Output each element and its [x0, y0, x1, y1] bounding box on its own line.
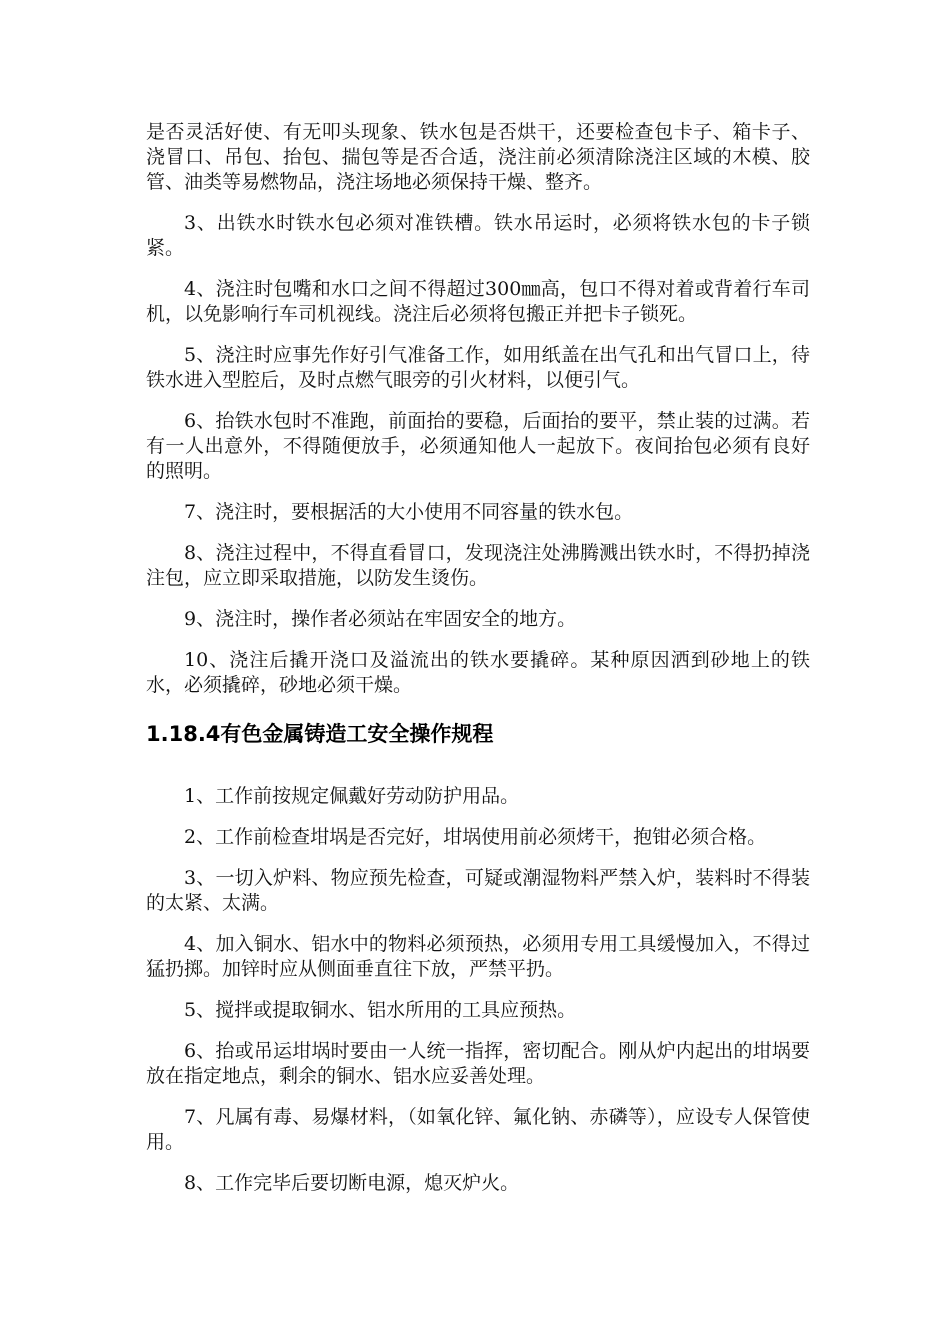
iron-casting-item-4: 4、浇注时包嘴和水口之间不得超过300㎜高，包口不得对着或背着行车司机，以免影响行车司机视线。浇注后必须将包搬正并把卡子锁死。	[146, 278, 810, 325]
iron-casting-item-5: 5、浇注时应事先作好引气准备工作，如用纸盖在出气孔和出气冒口上，待铁水进入型腔后，及时点燃气眼旁的引火材料，以便引气。	[146, 344, 810, 391]
iron-casting-item-7: 7、浇注时，要根据活的大小使用不同容量的铁水包。	[184, 501, 634, 523]
nonferrous-item-3: 3、一切入炉料、物应预先检查，可疑或潮湿物料严禁入炉，装料时不得装的太紧、太满。	[146, 867, 810, 914]
nonferrous-item-5: 5、搅拌或提取铜水、铝水所用的工具应预热。	[184, 999, 577, 1021]
continuation-paragraph: 是否灵活好使、有无叩头现象、铁水包是否烘干，还要检查包卡子、箱卡子、浇冒口、吊包、抬包、揣包等是否合适，浇注前必须清除浇注区域的木模、胶管、油类等易燃物品，浇注场地必须保持干燥、整齐。	[146, 121, 810, 193]
nonferrous-item-7: 7、凡属有毒、易爆材料，（如氧化锌、氟化钠、赤磷等），应设专人保管使用。	[146, 1106, 810, 1153]
iron-casting-item-10: 10、浇注后撬开浇口及溢流出的铁水要撬碎。某种原因洒到砂地上的铁水，必须撬碎，砂地必须干燥。	[146, 649, 810, 696]
nonferrous-item-6: 6、抬或吊运坩埚时要由一人统一指挥，密切配合。刚从炉内起出的坩埚要放在指定地点，剩余的铜水、铝水应妥善处理。	[146, 1040, 810, 1087]
nonferrous-item-4: 4、加入铜水、铝水中的物料必须预热，必须用专用工具缓慢加入，不得过猛扔掷。加锌时应从侧面垂直往下放，严禁平扔。	[146, 933, 810, 980]
iron-casting-item-8: 8、浇注过程中，不得直看冒口，发现浇注处沸腾溅出铁水时，不得扔掉浇注包，应立即采取措施，以防发生烫伤。	[146, 542, 810, 589]
section-heading: 1.18.4有色金属铸造工安全操作规程	[146, 722, 494, 746]
iron-casting-item-9: 9、浇注时，操作者必须站在牢固安全的地方。	[184, 608, 577, 630]
iron-casting-item-3: 3、出铁水时铁水包必须对准铁槽。铁水吊运时，必须将铁水包的卡子锁紧。	[146, 212, 810, 259]
nonferrous-item-8: 8、工作完毕后要切断电源，熄灭炉火。	[184, 1172, 520, 1194]
iron-casting-item-6: 6、抬铁水包时不准跑，前面抬的要稳，后面抬的要平，禁止装的过满。若有一人出意外，不得随便放手，必须通知他人一起放下。夜间抬包必须有良好的照明。	[146, 410, 810, 482]
nonferrous-item-1: 1、工作前按规定佩戴好劳动防护用品。	[184, 785, 520, 807]
nonferrous-item-2: 2、工作前检查坩埚是否完好，坩埚使用前必须烤干，抱钳必须合格。	[184, 826, 767, 848]
document-body	[146, 120, 810, 1212]
